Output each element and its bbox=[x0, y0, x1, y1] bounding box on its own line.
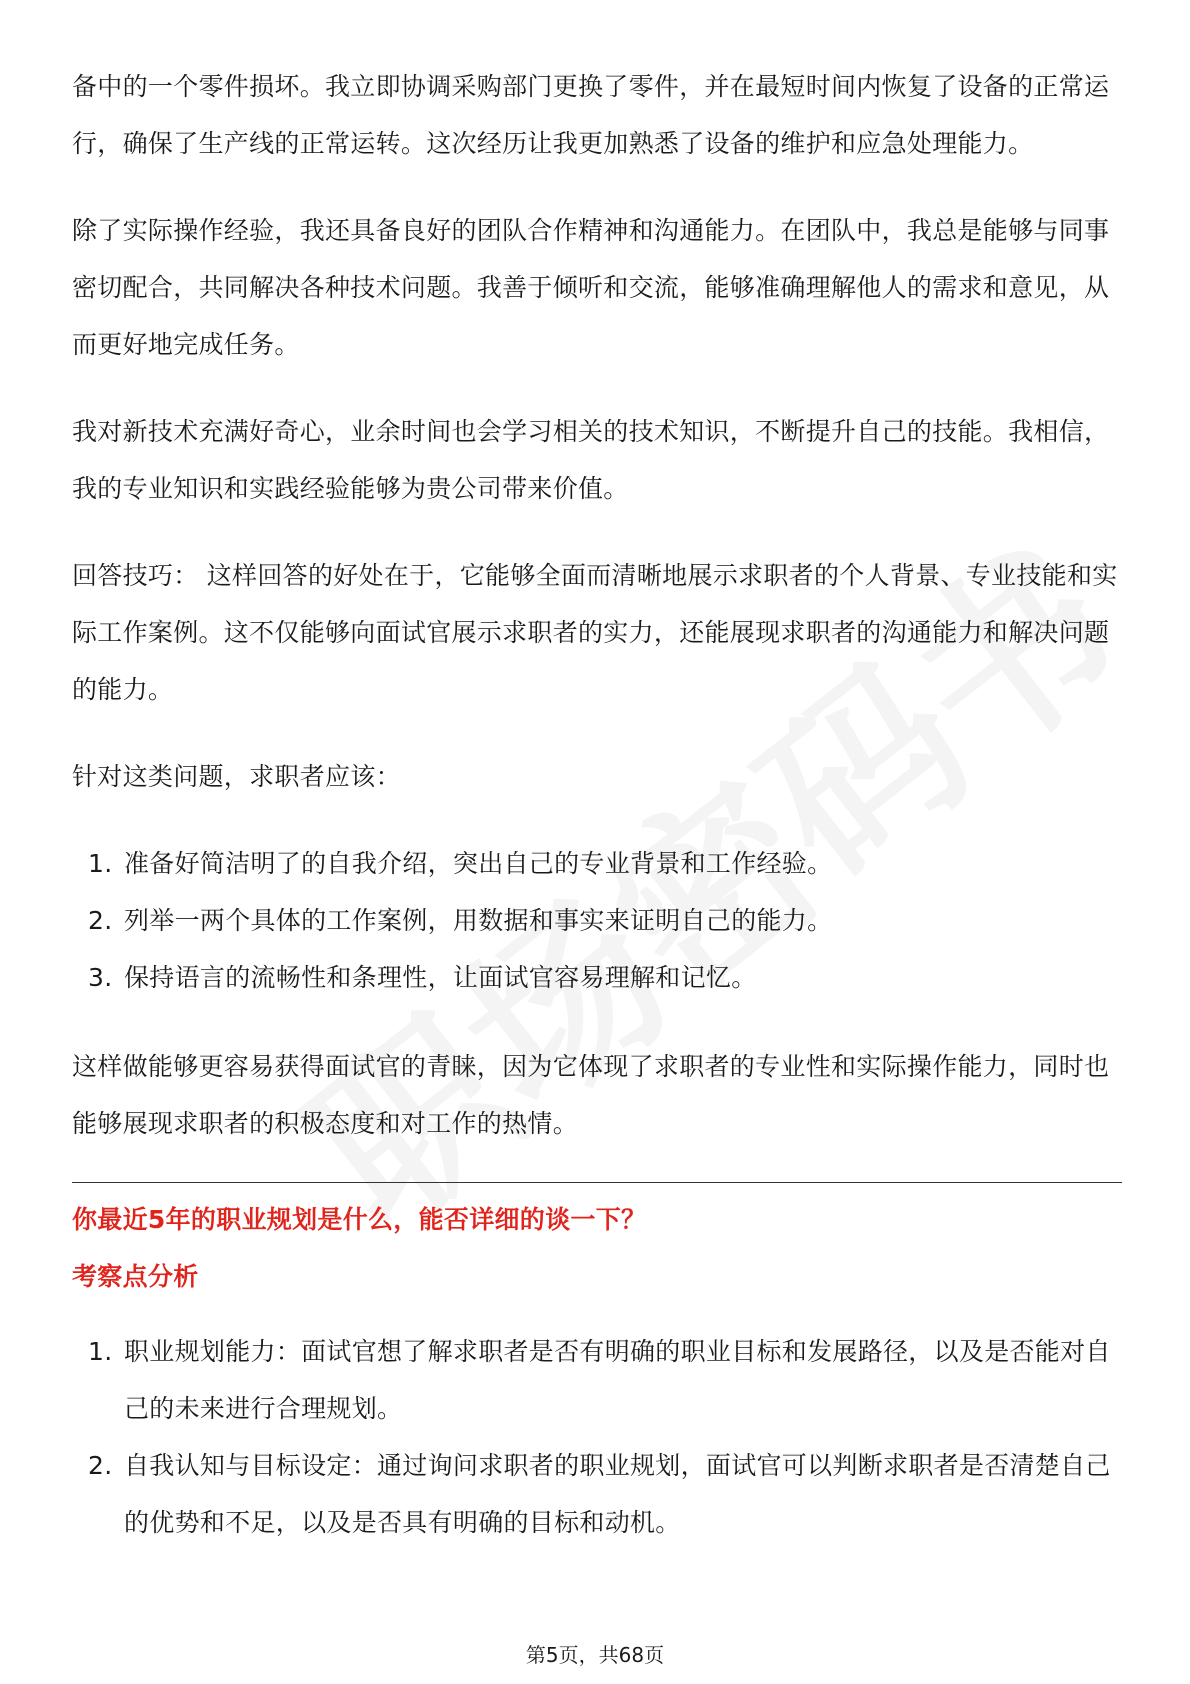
list-item-text: 职业规划能力：面试官想了解求职者是否有明确的职业目标和发展路径，以及是否能对自己的未来进行合理规划。 bbox=[124, 1337, 1111, 1423]
question-heading: 你最近5年的职业规划是什么，能否详细的谈一下？ bbox=[72, 1205, 647, 1234]
paragraph-teamwork: 除了实际操作经验，我还具备良好的团队合作精神和沟通能力。在团队中，我总是能够与同事密切配合，共同解决各种技术问题。我善于倾听和交流，能够准确理解他人的需求和意见，从而更好地完成任务。 bbox=[72, 216, 1110, 359]
list-item-number: 2. bbox=[88, 1451, 113, 1480]
analysis-heading: 考察点分析 bbox=[72, 1262, 199, 1291]
list-item-number: 1. bbox=[88, 849, 113, 878]
advice-list bbox=[72, 835, 1122, 1006]
section-divider bbox=[72, 1182, 1122, 1183]
list-item-number: 2. bbox=[88, 906, 113, 935]
list-item bbox=[72, 1323, 1122, 1437]
list-item-number: 3. bbox=[88, 963, 113, 992]
analysis-list bbox=[72, 1323, 1122, 1551]
page-number-footer: 第5页，共68页 bbox=[525, 1643, 665, 1667]
list-item bbox=[72, 835, 1122, 892]
paragraph-equipment-repair: 备中的一个零件损坏。我立即协调采购部门更换了零件，并在最短时间内恢复了设备的正常运行，确保了生产线的正常运转。这次经历让我更加熟悉了设备的维护和应急处理能力。 bbox=[72, 72, 1110, 158]
list-item-text: 准备好简洁明了的自我介绍，突出自己的专业背景和工作经验。 bbox=[124, 849, 833, 878]
list-item-text: 列举一两个具体的工作案例，用数据和事实来证明自己的能力。 bbox=[124, 906, 833, 935]
paragraph-list-intro: 针对这类问题，求职者应该： bbox=[72, 762, 401, 791]
list-item bbox=[72, 1437, 1122, 1551]
paragraph-learning: 我对新技术充满好奇心，业余时间也会学习相关的技术知识，不断提升自己的技能。我相信，我的专业知识和实践经验能够为贵公司带来价值。 bbox=[72, 417, 1110, 503]
page-content bbox=[72, 58, 1122, 1583]
list-item bbox=[72, 892, 1122, 949]
list-item-text: 自我认知与目标设定：通过询问求职者的职业规划，面试官可以判断求职者是否清楚自己的优势和不足，以及是否具有明确的目标和动机。 bbox=[124, 1451, 1111, 1537]
list-item-text: 保持语言的流畅性和条理性，让面试官容易理解和记忆。 bbox=[124, 963, 757, 992]
paragraph-answer-tips: 回答技巧： 这样回答的好处在于，它能够全面而清晰地展示求职者的个人背景、专业技能和实际工作案例。这不仅能够向面试官展示求职者的实力，还能展现求职者的沟通能力和解决问题的能力。 bbox=[72, 561, 1118, 704]
list-item-number: 1. bbox=[88, 1337, 113, 1366]
paragraph-closing: 这样做能够更容易获得面试官的青睐，因为它体现了求职者的专业性和实际操作能力，同时也能够展现求职者的积极态度和对工作的热情。 bbox=[72, 1052, 1110, 1138]
list-item bbox=[72, 949, 1122, 1006]
